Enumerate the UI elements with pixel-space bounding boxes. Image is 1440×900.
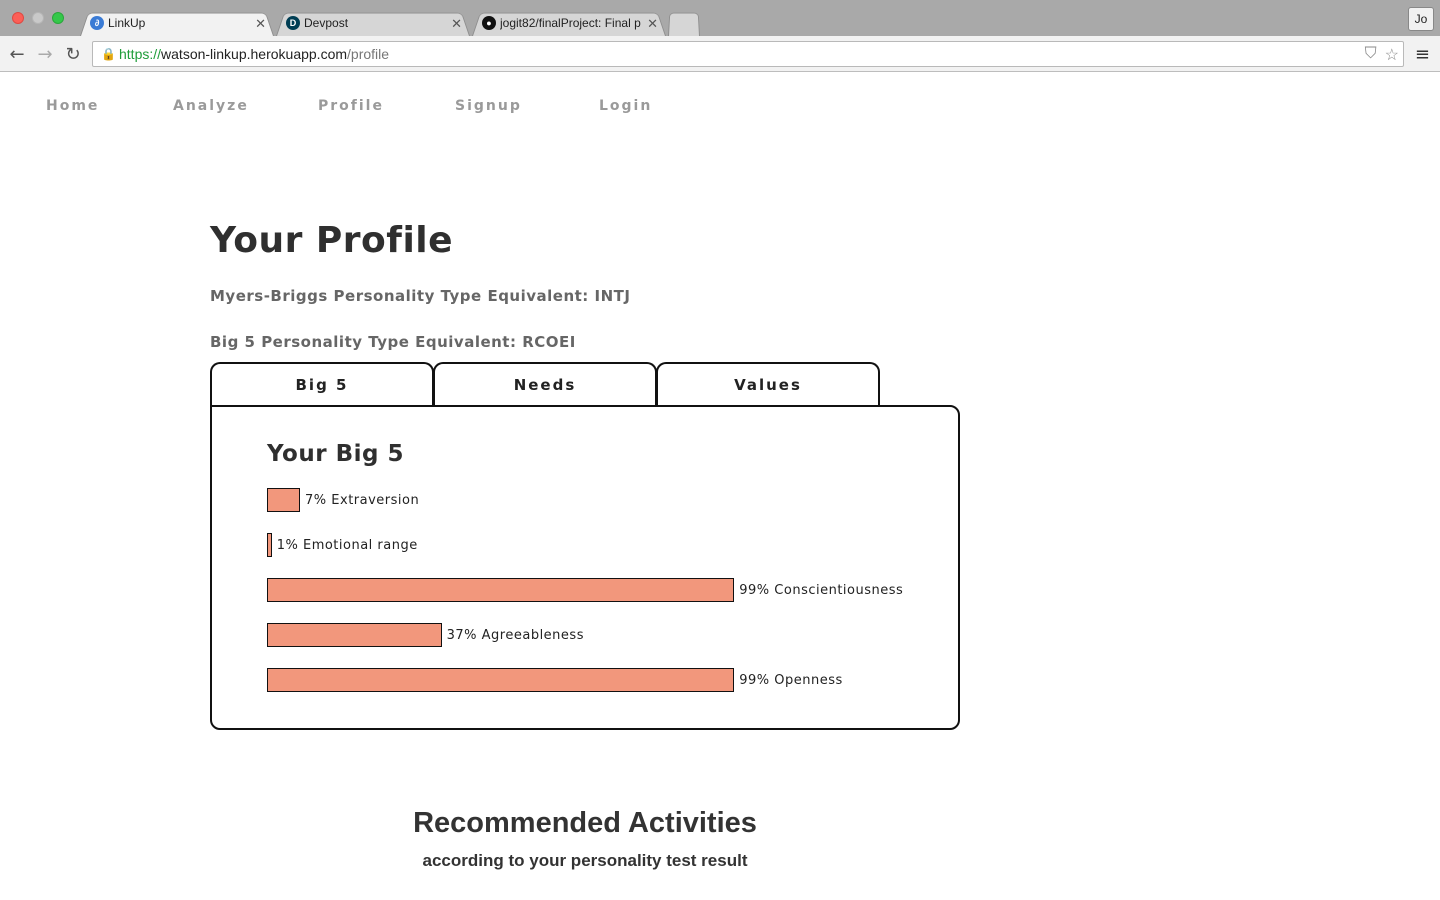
panel-title: Your Big 5 xyxy=(267,441,404,467)
nav-profile[interactable]: Profile xyxy=(318,98,384,114)
github-favicon-icon: ● xyxy=(482,16,496,30)
zoom-window-button[interactable] xyxy=(52,12,64,24)
bar-row xyxy=(267,622,584,648)
lock-icon: 🔒 xyxy=(101,47,116,61)
reload-icon[interactable]: ↻ xyxy=(65,43,81,65)
tab-needs[interactable]: Needs xyxy=(433,362,657,406)
bar-row xyxy=(267,532,418,558)
browser-toolbar xyxy=(0,36,1440,72)
profile-tabs xyxy=(210,362,879,406)
nav-login[interactable]: Login xyxy=(599,98,653,114)
close-tab-icon[interactable]: ✕ xyxy=(451,16,462,31)
page-content xyxy=(0,72,1440,900)
tab-title: jogit82/finalProject: Final p xyxy=(500,16,641,30)
minimize-window-button[interactable] xyxy=(32,12,44,24)
nav-analyze[interactable]: Analyze xyxy=(173,98,249,114)
browser-tab-github[interactable] xyxy=(472,10,666,36)
new-tab-button[interactable] xyxy=(668,10,700,36)
browser-tabstrip xyxy=(0,0,1440,36)
recommended-title: Recommended Activities xyxy=(413,807,757,839)
url-scheme: https:// xyxy=(119,46,162,62)
address-bar[interactable] xyxy=(92,41,1404,67)
bar-label: 7% Extraversion xyxy=(305,492,420,508)
bar-emotional-range xyxy=(267,533,272,557)
bar-label: 1% Emotional range xyxy=(276,537,418,553)
devpost-favicon-icon: D xyxy=(286,16,300,30)
close-window-button[interactable] xyxy=(12,12,24,24)
browser-tab-devpost[interactable] xyxy=(276,10,470,36)
url-path: /profile xyxy=(347,46,390,62)
tab-values[interactable]: Values xyxy=(656,362,880,406)
bar-label: 99% Openness xyxy=(739,672,843,688)
nav-home[interactable]: Home xyxy=(46,98,100,114)
shield-icon[interactable]: ⛉ xyxy=(1364,45,1377,62)
nav-signup[interactable]: Signup xyxy=(455,98,522,114)
bar-row xyxy=(267,487,419,513)
profile-button[interactable]: Jo xyxy=(1408,7,1434,31)
tab-big5[interactable]: Big 5 xyxy=(210,362,434,406)
bar-row xyxy=(267,577,903,603)
recommended-subtitle: according to your personality test result xyxy=(422,851,748,870)
bar-conscientiousness xyxy=(267,578,734,602)
bar-row xyxy=(267,667,843,693)
bar-extraversion xyxy=(267,488,300,512)
browser-tab-linkup[interactable] xyxy=(80,10,274,36)
tab-title: Devpost xyxy=(304,16,349,30)
bar-agreeableness xyxy=(267,623,442,647)
bookmark-star-icon[interactable]: ☆ xyxy=(1384,47,1399,64)
close-tab-icon[interactable]: ✕ xyxy=(255,16,266,31)
big5-panel xyxy=(210,405,960,730)
menu-icon[interactable]: ≡ xyxy=(1414,44,1430,65)
linkup-favicon-icon: ∂ xyxy=(90,16,104,30)
bar-label: 99% Conscientiousness xyxy=(739,582,904,598)
bar-label: 37% Agreeableness xyxy=(446,627,584,643)
tab-title: LinkUp xyxy=(108,16,146,30)
url-host: watson-linkup.herokuapp.com xyxy=(161,46,348,62)
big5-type: Big 5 Personality Type Equivalent: RCOEI xyxy=(210,333,576,351)
bar-openness xyxy=(267,668,734,692)
myers-briggs-type: Myers-Briggs Personality Type Equivalent: INTJ xyxy=(210,287,631,305)
page-title: Your Profile xyxy=(210,220,454,261)
forward-arrow-icon[interactable]: → xyxy=(37,43,53,65)
close-tab-icon[interactable]: ✕ xyxy=(647,16,658,31)
back-arrow-icon[interactable]: ← xyxy=(9,43,25,65)
